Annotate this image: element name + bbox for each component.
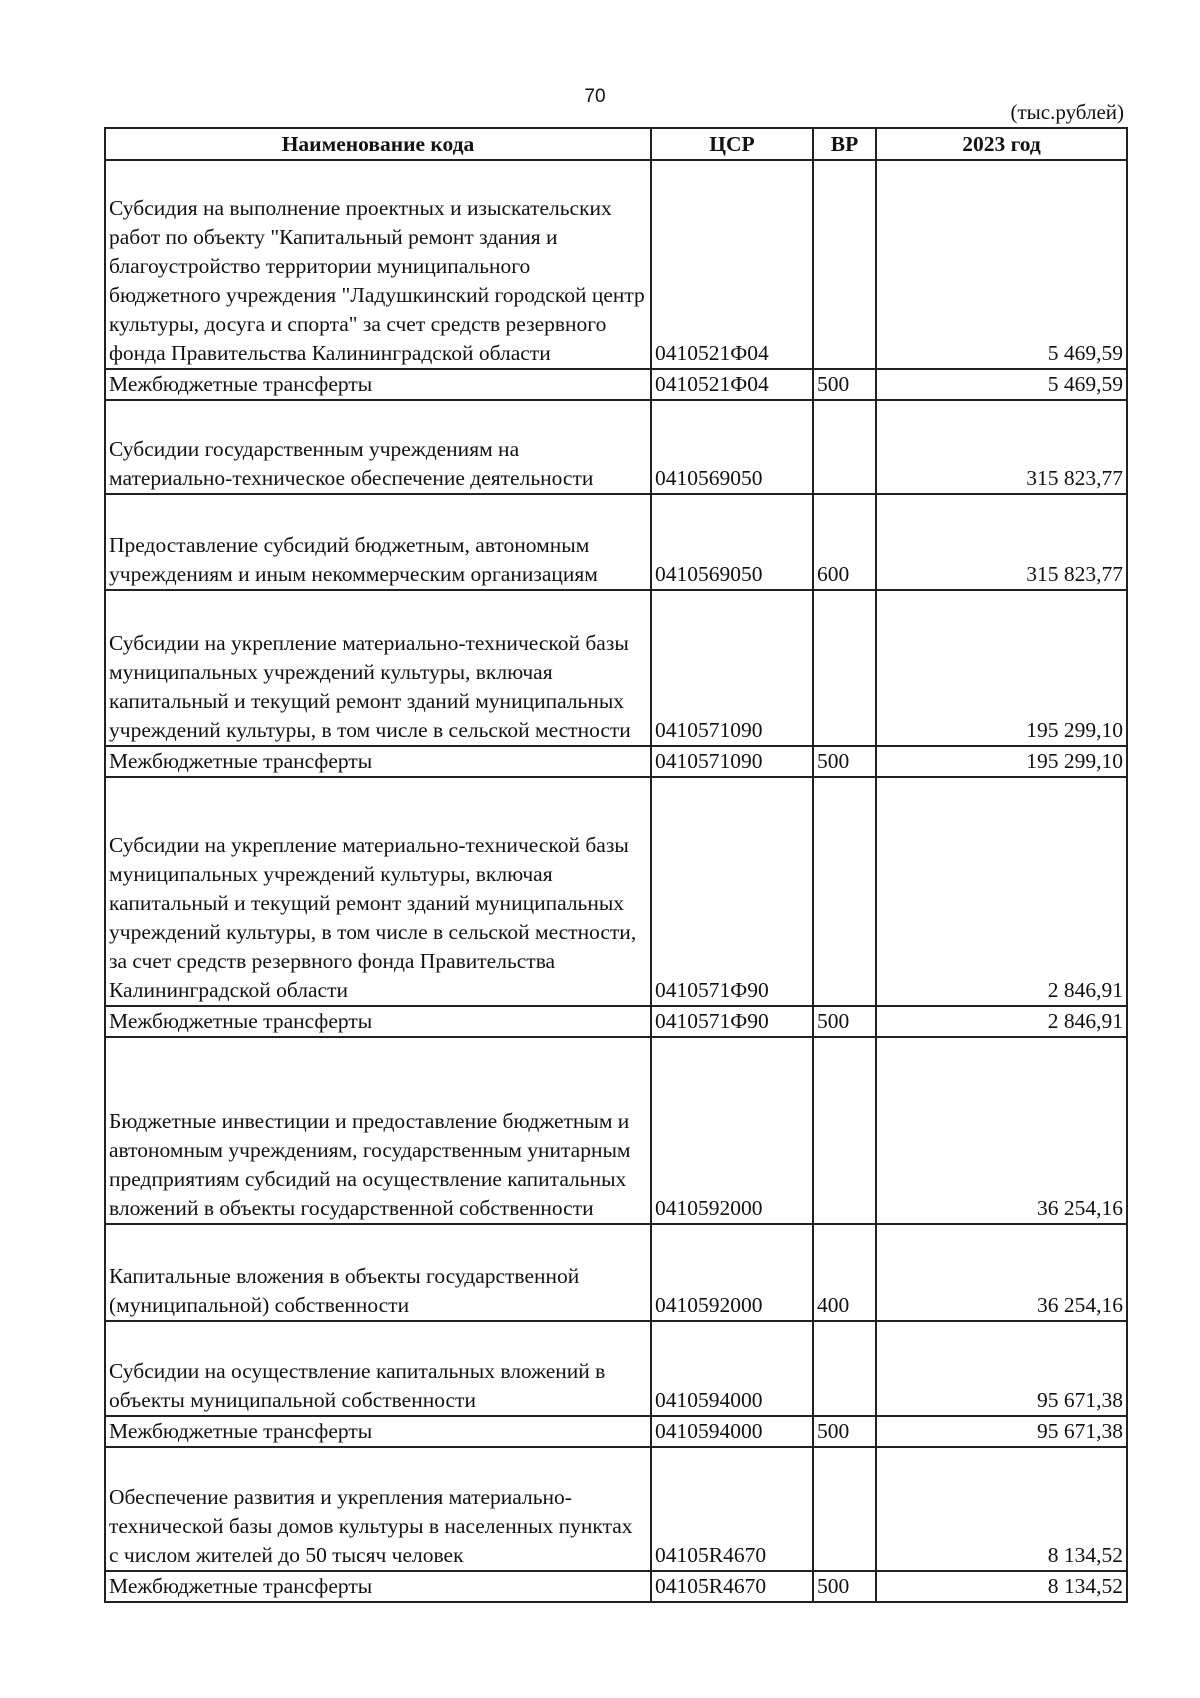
row-csr: 0410569050 — [651, 494, 813, 590]
units-label: (тыс.рублей) — [1010, 100, 1124, 124]
row-amount: 8 134,52 — [876, 1447, 1127, 1571]
row-name: Обеспечение развития и укрепления материально-технической базы домов культуры в населенных пунктах с числом жителей до 50 тысяч человек — [105, 1447, 651, 1571]
table-row — [105, 369, 1127, 400]
row-vr — [813, 400, 876, 494]
row-vr — [813, 590, 876, 746]
table-row — [105, 400, 1127, 494]
row-vr — [813, 777, 876, 1006]
row-csr: 0410571090 — [651, 590, 813, 746]
page-number: 70 — [584, 86, 606, 107]
row-vr: 500 — [813, 746, 876, 777]
row-vr — [813, 160, 876, 369]
row-csr: 0410521Ф04 — [651, 160, 813, 369]
table-row — [105, 160, 1127, 369]
header-year: 2023 год — [876, 128, 1127, 160]
row-amount: 95 671,38 — [876, 1321, 1127, 1416]
row-amount: 195 299,10 — [876, 590, 1127, 746]
table-row — [105, 494, 1127, 590]
table-row — [105, 1224, 1127, 1321]
table-row — [105, 746, 1127, 777]
row-amount: 315 823,77 — [876, 400, 1127, 494]
row-name: Субсидии государственным учреждениям на материально-техническое обеспечение деятельности — [105, 400, 651, 494]
table-row — [105, 1321, 1127, 1416]
header-name: Наименование кода — [105, 128, 651, 160]
row-name: Субсидии на укрепление материально-технической базы муниципальных учреждений культуры, включая капитальный и текущий ремонт зданий муниципальных учреждений культуры, в том числе в сельской местности, за счет средств резервного фонда Правительства Калининградской области — [105, 777, 651, 1006]
table-row — [105, 1416, 1127, 1447]
row-csr: 0410569050 — [651, 400, 813, 494]
row-amount: 2 846,91 — [876, 777, 1127, 1006]
row-vr — [813, 1321, 876, 1416]
row-name: Субсидии на осуществление капитальных вложений в объекты муниципальной собственности — [105, 1321, 651, 1416]
table-row — [105, 1006, 1127, 1037]
row-name: Межбюджетные трансферты — [105, 746, 651, 777]
row-amount: 36 254,16 — [876, 1224, 1127, 1321]
row-name: Субсидии на укрепление материально-технической базы муниципальных учреждений культуры, включая капитальный и текущий ремонт зданий муниципальных учреждений культуры, в том числе в сельской местности — [105, 590, 651, 746]
row-csr: 0410571090 — [651, 746, 813, 777]
row-csr: 04105R4670 — [651, 1447, 813, 1571]
row-vr — [813, 1037, 876, 1224]
row-csr: 0410592000 — [651, 1037, 813, 1224]
table-row — [105, 1037, 1127, 1224]
row-csr: 0410592000 — [651, 1224, 813, 1321]
row-vr — [813, 1447, 876, 1571]
row-csr: 0410594000 — [651, 1416, 813, 1447]
row-csr: 0410521Ф04 — [651, 369, 813, 400]
row-csr: 0410571Ф90 — [651, 1006, 813, 1037]
row-vr: 600 — [813, 494, 876, 590]
row-name: Межбюджетные трансферты — [105, 1571, 651, 1602]
row-amount: 195 299,10 — [876, 746, 1127, 777]
row-vr: 400 — [813, 1224, 876, 1321]
header-csr: ЦСР — [651, 128, 813, 160]
table-row — [105, 777, 1127, 1006]
row-amount: 95 671,38 — [876, 1416, 1127, 1447]
row-name: Предоставление субсидий бюджетным, автономным учреждениям и иным некоммерческим организациям — [105, 494, 651, 590]
row-name: Межбюджетные трансферты — [105, 1006, 651, 1037]
row-csr: 0410571Ф90 — [651, 777, 813, 1006]
row-amount: 8 134,52 — [876, 1571, 1127, 1602]
row-name: Межбюджетные трансферты — [105, 1416, 651, 1447]
row-amount: 315 823,77 — [876, 494, 1127, 590]
row-amount: 5 469,59 — [876, 369, 1127, 400]
table-row — [105, 590, 1127, 746]
header-vr: ВР — [813, 128, 876, 160]
row-vr: 500 — [813, 1006, 876, 1037]
row-name: Бюджетные инвестиции и предоставление бюджетным и автономным учреждениям, государственным унитарным предприятиям субсидий на осуществление капитальных вложений в объекты государственной собственности — [105, 1037, 651, 1224]
row-vr: 500 — [813, 1571, 876, 1602]
row-amount: 5 469,59 — [876, 160, 1127, 369]
row-name: Субсидия на выполнение проектных и изыскательских работ по объекту "Капитальный ремонт здания и благоустройство территории муниципального бюджетного учреждения "Ладушкинский городской центр культуры, досуга и спорта" за счет средств резервного фонда Правительства Калининградской области — [105, 160, 651, 369]
table-row — [105, 1571, 1127, 1602]
row-name: Капитальные вложения в объекты государственной (муниципальной) собственности — [105, 1224, 651, 1321]
budget-table — [104, 127, 1128, 1603]
row-vr: 500 — [813, 369, 876, 400]
table-row — [105, 1447, 1127, 1571]
row-amount: 36 254,16 — [876, 1037, 1127, 1224]
table-header-row — [105, 128, 1127, 160]
row-name: Межбюджетные трансферты — [105, 369, 651, 400]
row-csr: 0410594000 — [651, 1321, 813, 1416]
row-csr: 04105R4670 — [651, 1571, 813, 1602]
row-amount: 2 846,91 — [876, 1006, 1127, 1037]
row-vr: 500 — [813, 1416, 876, 1447]
